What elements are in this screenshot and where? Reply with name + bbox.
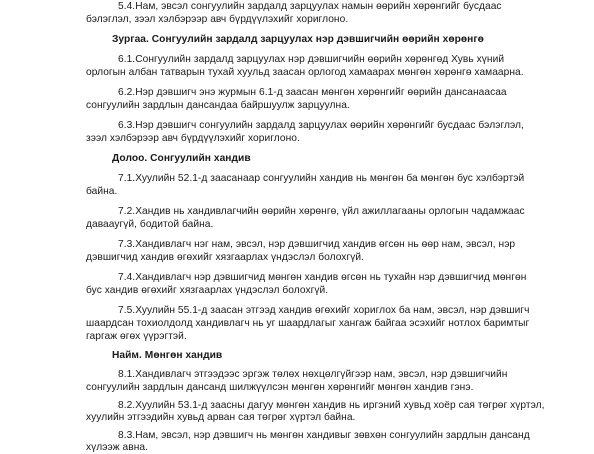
paragraph-7-5-line-2: шаардсан тохиолдолд хандивлагч нь уг шаардлагыг хангаж байгаа эсэхийг нотлох баримтыг — [86, 318, 530, 329]
paragraph-7-3-line-2: дэвшигчид хандив өгөхийг хязгаарлах үндэслэл болохгүй. — [86, 252, 364, 263]
paragraph-6-2-line-1: 6.2.Нэр дэвшигч энэ журмын 6.1-д заасан мөнгөн хөрөнгийг өөрийн дансанаасаа — [118, 87, 507, 98]
paragraph-8-3-line-2: хүлээж авна. — [86, 442, 148, 453]
paragraph-6-2-line-2: сонгуулийн зардлын дансандаа байршуулж зарцуулна. — [86, 100, 350, 111]
paragraph-7-2-line-1: 7.2.Хандив нь хандивлагчийн өөрийн хөрөнгө, үйл ажиллагааны орлогын чадамжаас — [118, 206, 525, 217]
paragraph-7-4-line-1: 7.4.Хандивлагч нэр дэвшигчид мөнгөн хандив өгсөн нь тухайн нэр дэвшигчид мөнгөн — [118, 272, 527, 283]
paragraph-8-1-line-2: сонгуулийн зардлын дансанд шилжүүлсэн мөнгөн хөрөнгийг мөнгөн хандив гэнэ. — [86, 382, 474, 393]
paragraph-6-3-line-2: зээл хэлбэрээр авч бүрдүүлэхийг хориглоно. — [86, 133, 300, 144]
paragraph-7-1-line-1: 7.1.Хуулийн 52.1-д заасанаар сонгуулийн хандив нь мөнгөн ба мөнгөн бус хэлбэртэй — [118, 173, 525, 184]
paragraph-5-4-line-1: 5.4.Нам, эвсэл сонгуулийн зардалд зарцуулах намын өөрийн хөрөнгийг бусдаас — [118, 1, 502, 12]
section-heading-7: Долоо. Сонгуулийн хандив — [112, 153, 251, 164]
paragraph-7-5-line-3: гаргаж өгөх үүрэгтэй. — [86, 331, 187, 342]
section-heading-8: Найм. Мөнгөн хандив — [112, 350, 223, 361]
paragraph-8-1-line-1: 8.1.Хандивлагч этгээдээс эргэж төлөх нөхцөлгүйгээр нам, эвсэл, нэр дэвшигчийн — [118, 369, 508, 380]
paragraph-7-4-line-2: бус хандив өгөхийг хязгаарлах үндэслэл болохгүй. — [86, 285, 329, 296]
paragraph-8-2-line-1: 8.2.Хуулийн 53.1-д заасны дагуу мөнгөн хандив нь иргэний хувьд хоёр сая төгрөг хүртэл, — [118, 400, 545, 411]
paragraph-7-1-line-2: байна. — [86, 186, 118, 197]
paragraph-8-3-line-1: 8.3.Нам, эвсэл, нэр дэвшигч нь мөнгөн хандивыг зөвхөн сонгуулийн зардлын дансанд — [118, 430, 530, 441]
paragraph-6-3-line-1: 6.3.Нэр дэвшигч сонгуулийн зардалд зарцуулах өөрийн хөрөнгийг бусдаас бэлэглэл, — [118, 120, 524, 131]
paragraph-7-5-line-1: 7.5.Хуулийн 55.1-д заасан этгээд хандив өгөхийг хориглох ба нам, эвсэл, нэр дэвшигч — [118, 305, 530, 316]
paragraph-8-2-line-2: хуулийн этгээдийн хувьд арван сая төгрөг хүртэл байна. — [86, 412, 356, 423]
paragraph-6-1-line-2: орлогын албан татварын тухай хуульд заасан орлогод хамаарах мөнгөн хөрөнгө хамаарна. — [86, 67, 524, 78]
paragraph-6-1-line-1: 6.1.Сонгуулийн зардалд зарцуулах нэр дэвшигчийн өөрийн хөрөнгөд Хувь хүний — [118, 54, 505, 65]
paragraph-7-3-line-1: 7.3.Хандивлагч нэг нам, эвсэл, нэр дэвшигчид хандив өгсөн нь өөр нам, эвсэл, нэр — [118, 239, 516, 250]
paragraph-7-2-line-2: давааугүй, бодитой байна. — [86, 219, 214, 230]
paragraph-5-4-line-2: бэлэглэл, зээл хэлбэрээр авч бүрдүүлэхийг хориглоно. — [86, 14, 349, 25]
section-heading-6: Зургаа. Сонгуулийн зардалд зарцуулах нэр дэвшигчийн өөрийн хөрөнгө — [112, 34, 484, 45]
